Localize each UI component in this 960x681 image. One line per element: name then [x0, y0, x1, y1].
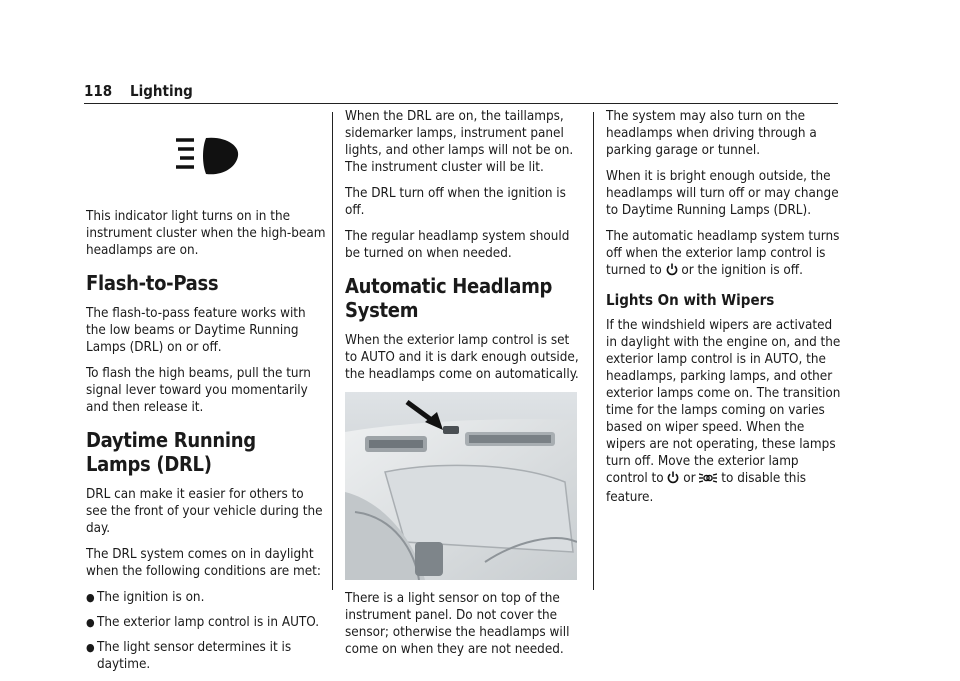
column-2 [345, 108, 585, 667]
flash-paragraph-2: To flash the high beams, pull the turn signal lever toward you momentarily and then release it. [86, 366, 311, 415]
header-rule [84, 103, 838, 104]
list-item: ● The exterior lamp control is in AUTO. [86, 615, 320, 630]
page-header [84, 82, 838, 106]
list-item: ● The ignition is on. [86, 590, 205, 605]
parking-lamps-icon [699, 472, 717, 489]
regular-headlamp-paragraph: The regular headlamp system should be turned on when needed. [345, 229, 570, 261]
column-3 [606, 108, 842, 515]
light-sensor-paragraph: There is a light sensor on top of the instrument panel. Do not cover the sensor; otherwise the headlamps will come on when they are not needed. [345, 591, 570, 657]
auto-off-paragraph: The automatic headlamp system turns off when the exterior lamp control is turned to or the ignition is off. [606, 228, 842, 281]
light-sensor-photo [345, 392, 577, 580]
drl-paragraph-1: DRL can make it easier for others to see the front of your vehicle during the day. [86, 487, 323, 536]
lights-on-with-wipers-heading: Lights On with Wipers [606, 291, 775, 309]
wipers-paragraph: If the windshield wipers are activated in daylight with the engine on, and the exterior lamp control is in AUTO, the headlamps, parking lamps, and other exterior lamps come on. The transition time for the lamps coming on varies based on wiper speed. When the wipers are not operating, these lamps turn off. Move the exterior lamp control to or to disable this feature. [606, 318, 841, 505]
drl-conditions-list [86, 589, 326, 673]
automatic-headlamp-heading: Automatic Headlamp System [345, 274, 553, 322]
flash-to-pass-heading: Flash-to-Pass [86, 271, 219, 295]
column-divider [593, 112, 594, 590]
high-beam-indicator-icon [172, 134, 326, 178]
power-off-icon [667, 471, 679, 489]
drl-heading: Daytime Running Lamps (DRL) [86, 428, 256, 476]
column-divider [332, 112, 333, 590]
drl-paragraph-2: The DRL system comes on in daylight when the following conditions are met: [86, 547, 321, 579]
flash-paragraph-1: The flash-to-pass feature works with the low beams or Daytime Running Lamps (DRL) on or off. [86, 306, 306, 355]
bright-outside-paragraph: When it is bright enough outside, the headlamps will turn off or may change to Daytime Running Lamps (DRL). [606, 169, 839, 218]
drl-off-paragraph: The DRL turn off when the ignition is off. [345, 186, 566, 218]
column-1 [86, 134, 326, 681]
power-off-icon [666, 263, 678, 281]
drl-effects-paragraph: When the DRL are on, the taillamps, sidemarker lamps, instrument panel lights, and other lamps will not be on. The instrument cluster will be lit. [345, 109, 574, 175]
section-title: Lighting [130, 82, 193, 100]
garage-tunnel-paragraph: The system may also turn on the headlamps when driving through a parking garage or tunnel. [606, 109, 817, 158]
list-item: ● The light sensor determines it is daytime. [86, 640, 292, 672]
high-beam-description: This indicator light turns on in the instrument cluster when the high-beam headlamps are on. [86, 209, 326, 258]
page-number: 118 [84, 82, 113, 100]
automatic-headlamp-paragraph: When the exterior lamp control is set to AUTO and it is dark enough outside, the headlamps come on automatically. [345, 333, 579, 382]
